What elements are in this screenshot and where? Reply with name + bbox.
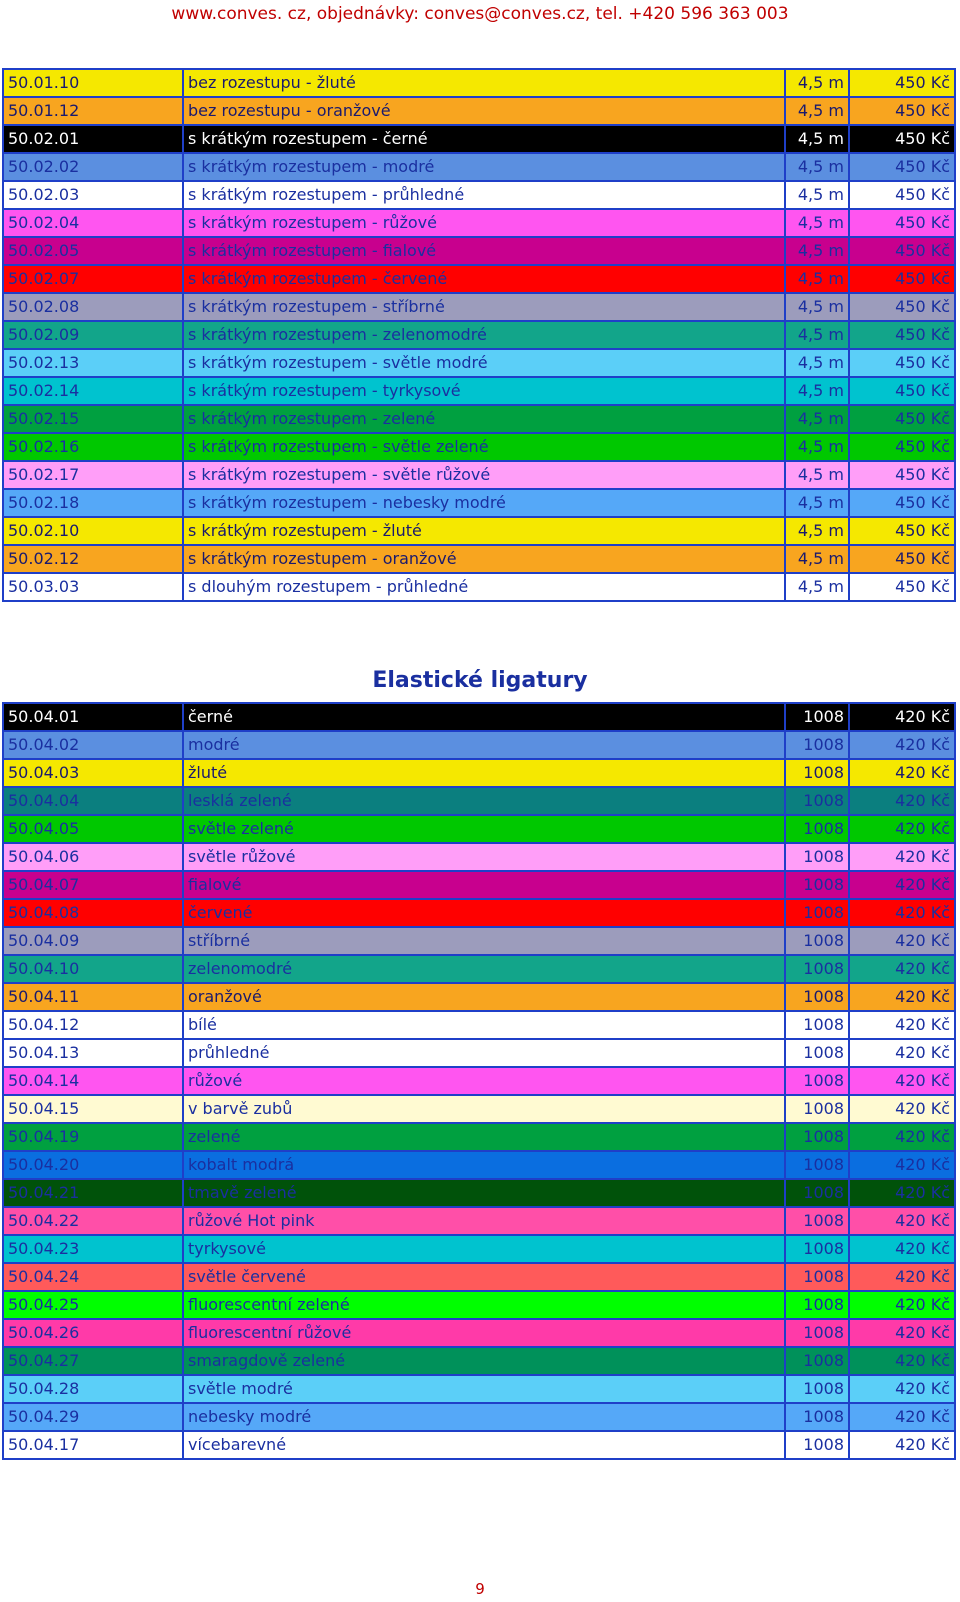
product-price: 450 Kč [849,237,955,265]
product-code: 50.02.03 [3,181,183,209]
product-name: s krátkým rozestupem - nebesky modré [183,489,785,517]
product-quantity: 4,5 m [785,237,849,265]
product-quantity: 1008 [785,815,849,843]
table-row [3,181,955,209]
product-quantity: 1008 [785,1319,849,1347]
table-row [3,293,955,321]
product-name: s krátkým rozestupem - červené [183,265,785,293]
table-row [3,97,955,125]
table-row [3,377,955,405]
product-price: 420 Kč [849,983,955,1011]
product-price: 450 Kč [849,293,955,321]
table-row [3,1431,955,1459]
product-quantity: 4,5 m [785,573,849,601]
product-code: 50.02.18 [3,489,183,517]
product-code: 50.02.08 [3,293,183,321]
product-code: 50.04.17 [3,1431,183,1459]
product-code: 50.04.10 [3,955,183,983]
product-price: 420 Kč [849,1263,955,1291]
product-code: 50.02.04 [3,209,183,237]
table-row [3,545,955,573]
table-row [3,1319,955,1347]
table-row [3,731,955,759]
product-name: s krátkým rozestupem - tyrkysové [183,377,785,405]
product-name: s krátkým rozestupem - světle růžové [183,461,785,489]
product-price: 450 Kč [849,265,955,293]
table-row [3,759,955,787]
section-title: Elastické ligatury [372,668,588,693]
table-row [3,787,955,815]
product-code: 50.02.16 [3,433,183,461]
table-row [3,461,955,489]
product-code: 50.04.08 [3,899,183,927]
product-quantity: 1008 [785,1291,849,1319]
product-name: modré [183,731,785,759]
product-price: 420 Kč [849,1039,955,1067]
product-quantity: 4,5 m [785,349,849,377]
product-code: 50.04.13 [3,1039,183,1067]
product-quantity: 4,5 m [785,125,849,153]
product-quantity: 4,5 m [785,97,849,125]
table-row [3,1263,955,1291]
product-code: 50.04.29 [3,1403,183,1431]
product-quantity: 1008 [785,1431,849,1459]
product-name: kobalt modrá [183,1151,785,1179]
product-price: 420 Kč [849,1347,955,1375]
product-quantity: 1008 [785,1263,849,1291]
product-name: bílé [183,1011,785,1039]
table-row [3,209,955,237]
product-name: s krátkým rozestupem - oranžové [183,545,785,573]
product-code: 50.04.15 [3,1095,183,1123]
product-code: 50.04.04 [3,787,183,815]
table-row [3,955,955,983]
product-code: 50.01.10 [3,69,183,97]
table-row [3,1375,955,1403]
product-quantity: 1008 [785,871,849,899]
table-row [3,1011,955,1039]
product-quantity: 1008 [785,927,849,955]
product-quantity: 4,5 m [785,321,849,349]
product-code: 50.04.28 [3,1375,183,1403]
product-price: 420 Kč [849,759,955,787]
table-row [3,1347,955,1375]
product-price: 450 Kč [849,349,955,377]
product-name: nebesky modré [183,1403,785,1431]
product-price: 420 Kč [849,927,955,955]
table-row [3,899,955,927]
product-name: s krátkým rozestupem - modré [183,153,785,181]
table-row [3,1179,955,1207]
table-row [3,1123,955,1151]
product-price: 450 Kč [849,433,955,461]
table-row [3,1235,955,1263]
product-quantity: 4,5 m [785,181,849,209]
table-row [3,237,955,265]
product-name: s krátkým rozestupem - stříbrné [183,293,785,321]
table-row [3,321,955,349]
product-code: 50.02.17 [3,461,183,489]
product-price: 420 Kč [849,731,955,759]
product-price: 420 Kč [849,1123,955,1151]
product-code: 50.04.11 [3,983,183,1011]
product-price: 450 Kč [849,405,955,433]
table-row [3,1039,955,1067]
price-table-ligatures-body [3,703,955,1459]
product-quantity: 4,5 m [785,545,849,573]
product-quantity: 1008 [785,843,849,871]
product-price: 450 Kč [849,377,955,405]
product-name: s krátkým rozestupem - růžové [183,209,785,237]
product-price: 420 Kč [849,955,955,983]
table-row [3,1403,955,1431]
product-code: 50.02.13 [3,349,183,377]
product-quantity: 4,5 m [785,405,849,433]
product-price: 420 Kč [849,1291,955,1319]
product-name: fialové [183,871,785,899]
product-price: 420 Kč [849,1235,955,1263]
table-row [3,1207,955,1235]
product-quantity: 1008 [785,759,849,787]
product-code: 50.03.03 [3,573,183,601]
product-name: bez rozestupu - oranžové [183,97,785,125]
product-price: 420 Kč [849,1067,955,1095]
product-name: světle zelené [183,815,785,843]
product-name: růžové Hot pink [183,1207,785,1235]
product-code: 50.02.10 [3,517,183,545]
product-price: 420 Kč [849,815,955,843]
product-name: s krátkým rozestupem - fialové [183,237,785,265]
product-price: 450 Kč [849,97,955,125]
product-quantity: 4,5 m [785,293,849,321]
product-name: s krátkým rozestupem - světle zelené [183,433,785,461]
product-code: 50.04.24 [3,1263,183,1291]
page-header-contact: www.conves. cz, objednávky: conves@conves.cz, tel. +420 596 363 003 [171,4,789,24]
product-price: 420 Kč [849,843,955,871]
product-price: 420 Kč [849,787,955,815]
product-code: 50.04.05 [3,815,183,843]
table-row [3,1291,955,1319]
product-quantity: 1008 [785,1067,849,1095]
table-row [3,983,955,1011]
product-code: 50.02.14 [3,377,183,405]
product-quantity: 4,5 m [785,433,849,461]
product-quantity: 1008 [785,1375,849,1403]
product-name: s krátkým rozestupem - zelenomodré [183,321,785,349]
product-price: 420 Kč [849,1431,955,1459]
table-row [3,125,955,153]
product-code: 50.02.07 [3,265,183,293]
product-price: 420 Kč [849,871,955,899]
product-name: oranžové [183,983,785,1011]
product-price: 450 Kč [849,545,955,573]
product-code: 50.04.07 [3,871,183,899]
page-number: 9 [475,1580,485,1598]
table-row [3,489,955,517]
product-name: zelenomodré [183,955,785,983]
product-price: 450 Kč [849,69,955,97]
product-code: 50.04.01 [3,703,183,731]
product-quantity: 1008 [785,703,849,731]
table-row [3,1067,955,1095]
product-price: 420 Kč [849,1319,955,1347]
product-quantity: 1008 [785,1011,849,1039]
product-name: zelené [183,1123,785,1151]
product-name: bez rozestupu - žluté [183,69,785,97]
table-row [3,927,955,955]
product-code: 50.02.15 [3,405,183,433]
table-row [3,405,955,433]
product-quantity: 1008 [785,1123,849,1151]
product-price: 420 Kč [849,703,955,731]
product-price: 420 Kč [849,1179,955,1207]
product-code: 50.04.22 [3,1207,183,1235]
product-quantity: 1008 [785,1095,849,1123]
table-row [3,815,955,843]
price-table-ligatures [2,702,956,1460]
product-name: s krátkým rozestupem - černé [183,125,785,153]
product-quantity: 1008 [785,1403,849,1431]
product-name: fluorescentní růžové [183,1319,785,1347]
product-name: žluté [183,759,785,787]
product-quantity: 4,5 m [785,461,849,489]
product-price: 450 Kč [849,181,955,209]
product-name: s krátkým rozestupem - zelené [183,405,785,433]
product-name: smaragdově zelené [183,1347,785,1375]
product-quantity: 1008 [785,731,849,759]
product-quantity: 4,5 m [785,489,849,517]
product-price: 420 Kč [849,899,955,927]
product-quantity: 1008 [785,787,849,815]
product-code: 50.02.02 [3,153,183,181]
product-code: 50.04.25 [3,1291,183,1319]
table-row [3,517,955,545]
product-price: 420 Kč [849,1095,955,1123]
product-code: 50.04.06 [3,843,183,871]
product-code: 50.04.20 [3,1151,183,1179]
product-price: 450 Kč [849,209,955,237]
product-name: s krátkým rozestupem - žluté [183,517,785,545]
product-name: s dlouhým rozestupem - průhledné [183,573,785,601]
product-code: 50.04.12 [3,1011,183,1039]
table-row [3,573,955,601]
product-name: červené [183,899,785,927]
product-code: 50.04.27 [3,1347,183,1375]
table-row [3,69,955,97]
product-code: 50.04.03 [3,759,183,787]
product-quantity: 4,5 m [785,377,849,405]
product-name: světle červené [183,1263,785,1291]
product-name: černé [183,703,785,731]
product-quantity: 4,5 m [785,265,849,293]
product-quantity: 1008 [785,1039,849,1067]
price-table-chains [2,68,956,602]
product-quantity: 1008 [785,1235,849,1263]
product-code: 50.04.19 [3,1123,183,1151]
product-name: průhledné [183,1039,785,1067]
product-quantity: 1008 [785,1207,849,1235]
product-code: 50.02.12 [3,545,183,573]
product-name: s krátkým rozestupem - průhledné [183,181,785,209]
product-name: světle růžové [183,843,785,871]
product-name: vícebarevné [183,1431,785,1459]
product-price: 420 Kč [849,1151,955,1179]
product-code: 50.04.21 [3,1179,183,1207]
product-price: 450 Kč [849,489,955,517]
price-table-chains-body [3,69,955,601]
product-quantity: 4,5 m [785,69,849,97]
table-row [3,153,955,181]
product-price: 450 Kč [849,573,955,601]
product-code: 50.02.05 [3,237,183,265]
table-row [3,843,955,871]
product-quantity: 4,5 m [785,517,849,545]
product-name: světle modré [183,1375,785,1403]
product-price: 420 Kč [849,1207,955,1235]
table-row [3,1095,955,1123]
product-code: 50.04.09 [3,927,183,955]
product-price: 420 Kč [849,1403,955,1431]
table-row [3,1151,955,1179]
product-price: 450 Kč [849,125,955,153]
product-code: 50.02.01 [3,125,183,153]
table-row [3,703,955,731]
product-price: 450 Kč [849,321,955,349]
product-name: tmavě zelené [183,1179,785,1207]
product-name: s krátkým rozestupem - světle modré [183,349,785,377]
table-row [3,871,955,899]
product-quantity: 4,5 m [785,209,849,237]
product-name: růžové [183,1067,785,1095]
product-code: 50.04.26 [3,1319,183,1347]
product-code: 50.04.14 [3,1067,183,1095]
product-price: 420 Kč [849,1375,955,1403]
product-name: v barvě zubů [183,1095,785,1123]
product-price: 450 Kč [849,461,955,489]
product-name: lesklá zelené [183,787,785,815]
product-code: 50.04.02 [3,731,183,759]
product-quantity: 4,5 m [785,153,849,181]
product-name: stříbrné [183,927,785,955]
product-quantity: 1008 [785,955,849,983]
product-price: 450 Kč [849,153,955,181]
product-price: 420 Kč [849,1011,955,1039]
product-name: fluorescentní zelené [183,1291,785,1319]
product-code: 50.02.09 [3,321,183,349]
product-name: tyrkysové [183,1235,785,1263]
product-quantity: 1008 [785,899,849,927]
table-row [3,349,955,377]
product-quantity: 1008 [785,1151,849,1179]
product-quantity: 1008 [785,1347,849,1375]
product-code: 50.01.12 [3,97,183,125]
product-code: 50.04.23 [3,1235,183,1263]
table-row [3,265,955,293]
table-row [3,433,955,461]
product-quantity: 1008 [785,1179,849,1207]
product-quantity: 1008 [785,983,849,1011]
product-price: 450 Kč [849,517,955,545]
